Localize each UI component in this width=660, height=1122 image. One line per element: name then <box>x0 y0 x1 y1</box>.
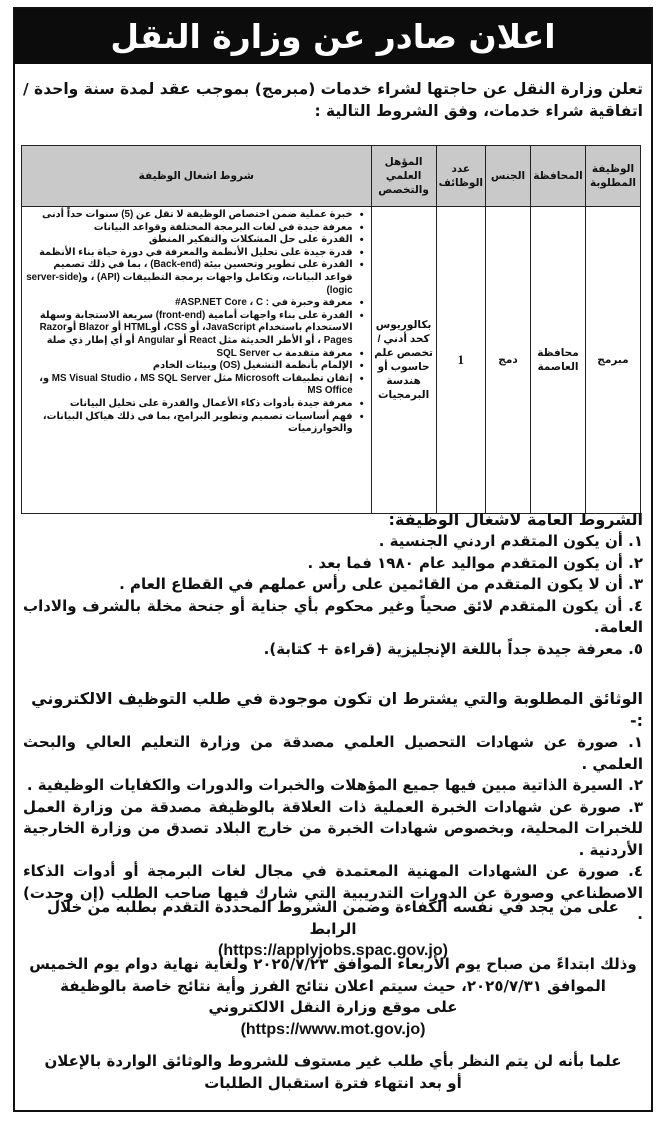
condition-item: • معرفة جيدة بأدوات ذكاء الأعمال والقدرة على تحليل البيانات <box>26 398 353 411</box>
jobs-table <box>21 145 641 514</box>
list-item: ١. صورة عن شهادات التحصيل العلمي مصدقة من وزارة التعليم العالي والبحث العلمي . <box>23 733 643 773</box>
list-item: ٢. أن يكون المتقدم مواليد عام ١٩٨٠ فما بعد . <box>307 553 643 572</box>
period-line-3: على موقع وزارة النقل الالكتروني <box>208 998 458 1016</box>
condition-item: • معرفة متقدمة ب SQL Server <box>26 348 353 361</box>
cell-governorate: محافظة العاصمة <box>531 207 586 514</box>
list-item: ٤. أن يكون المتقدم لائق صحياً وغير محكوم بأي جناية أو جنحة مخلة بالشرف والاداب العامة. <box>23 596 643 636</box>
header-gender: الجنس <box>486 146 531 207</box>
header-count: عدد الوظائف <box>436 146 485 207</box>
general-conditions-list <box>23 531 643 660</box>
list-item: ٤. صورة عن الشهادات المهنية المعتمدة في مجال لغات البرمجة أو أدوات الذكاء الاصطناعي وصورة عن الدورات التدريبية التي شارك فيها صاحب الطلب (إن وجدت) . <box>23 862 643 923</box>
intro-paragraph: تعلن وزارة النقل عن حاجتها لشراء خدمات (مبرمج) بموجب عقد لمدة سنة واحدة / اتفاقية شراء خدمات، وفق الشروط التالية : <box>23 80 643 120</box>
condition-item: • إتقان تطبيقات Microsoft مثل MS Visual Studio ، MS SQL Server و، MS Office <box>26 373 353 398</box>
condition-item: • معرفة جيدة في لغات البرمجة المختلفة وقواعد البيانات <box>26 222 353 235</box>
table-row <box>22 207 641 514</box>
condition-item: • خبرة عملية ضمن اختصاص الوظيفة لا تقل عن (5) سنوات حداً أدنى <box>26 209 353 222</box>
required-documents-section <box>23 688 643 926</box>
condition-item: • الإلمام بأنظمة التشغيل (OS) وبيئات الخادم <box>26 360 353 373</box>
conditions-list <box>26 209 365 436</box>
list-item: ٥. معرفة جيدة جداً باللغة الإنجليزية (قراءة + كتابة). <box>263 639 643 658</box>
cell-job: مبرمج <box>586 207 641 514</box>
condition-item: • القدرة على تطوير وتحسين بيئة (Back-end) ، بما في ذلك تصميم قواعد البيانات، وتكامل واجهات برمجة التطبيقات (API) ، و(server-side logic) <box>26 259 353 297</box>
condition-item: • قدرة جيدة على تحليل الأنظمة والمعرفة في دورة حياة بناء الأنظمة <box>26 247 353 260</box>
header-job: الوظيفة المطلوبة <box>586 146 641 207</box>
ministry-link[interactable]: (https://www.mot.gov.jo) <box>240 1020 426 1038</box>
period-section <box>23 954 643 1040</box>
condition-item: • القدرة على بناء واجهات أمامية (front-end) سريعة الاستجابة وسهلة الاستخدام باستخدام JavaScript، أو CSS، أوHTML أو Blazor أوRazor Pages ، أو الأطر الحديثة مثل React أو Angular أو أي إطار ذي صلة <box>26 310 353 348</box>
notice-line-2: أو بعد انتهاء فترة استقبال الطلبات <box>204 1073 462 1092</box>
cell-conditions <box>22 207 372 514</box>
table-header-row <box>22 146 641 207</box>
header-conditions: شروط اشغال الوظيفة <box>22 146 372 207</box>
general-conditions-title: الشروط العامة لاشغال الوظيفة: <box>388 510 643 529</box>
ad-title: اعلان صادر عن وزارة النقل <box>110 17 556 56</box>
list-item: ٢. السيرة الذاتية مبين فيها جميع المؤهلات والخبرات والدورات والكفايات الوظيفية . <box>26 776 643 794</box>
header-qualification: المؤهل العلمي والتخصص <box>371 146 436 207</box>
advertisement-frame <box>13 7 653 1112</box>
cell-count: 1 <box>436 207 485 514</box>
condition-item: • معرفة وخبرة في : ASP.NET Core ، C# <box>26 297 353 310</box>
cell-gender: دمج <box>486 207 531 514</box>
list-item: ٣. أن لا يكون المتقدم من القائمين على رأس عملهم في القطاع العام . <box>119 575 643 593</box>
list-item: ١. أن يكون المتقدم اردني الجنسية . <box>378 532 643 550</box>
apply-link[interactable]: (https://applyjobs.spac.gov.jo) <box>218 942 448 959</box>
notice-section <box>23 1051 643 1094</box>
header-governorate: المحافظة <box>531 146 586 207</box>
apply-text: على من يجد في نفسه الكفاءة وضمن الشروط المحددة التقدم بطلبه من خلال الرابط <box>47 898 619 938</box>
condition-item: • القدرة على حل المشكلات والتفكير المنطق <box>26 234 353 247</box>
general-conditions-section <box>23 509 643 660</box>
list-item: ٣. صورة عن شهادات الخبرة العملية ذات العلاقة بالوظيفة مصدقة من وزارة العمل للخبرات المحلية، وبخصوص شهادات الخبرة من خارج البلاد تصدق من وزارة الخارجية الأردنية . <box>23 797 643 859</box>
condition-item: • فهم أساسيات تصميم وتطوير البرامج، بما في ذلك هياكل البيانات، والخوارزميات <box>26 411 353 436</box>
required-documents-title: الوثائق المطلوبة والتي يشترط ان تكون موجودة في طلب التوظيف الالكتروني :- <box>31 689 643 730</box>
notice-line-1: علما بأنه لن يتم النظر بأي طلب غير مستوف للشروط والوثائق الواردة بالإعلان <box>44 1052 622 1070</box>
title-band <box>15 9 651 64</box>
period-line-2: الموافق ٢٠٢٥/٧/٣١، حيث سيتم اعلان نتائج الفرز وأية نتائج خاصة بالوظيفة <box>60 976 606 995</box>
apply-section <box>23 897 643 962</box>
period-line-1: وذلك ابتداءً من صباح يوم الأربعاء الموافق ٢٠٢٥/٧/٢٣ ولغاية نهاية دوام يوم الخميس <box>29 955 637 973</box>
cell-qualification: بكالوريوس كحد أدني / تخصص علم حاسوب أو هندسة البرمجيات <box>371 207 436 514</box>
